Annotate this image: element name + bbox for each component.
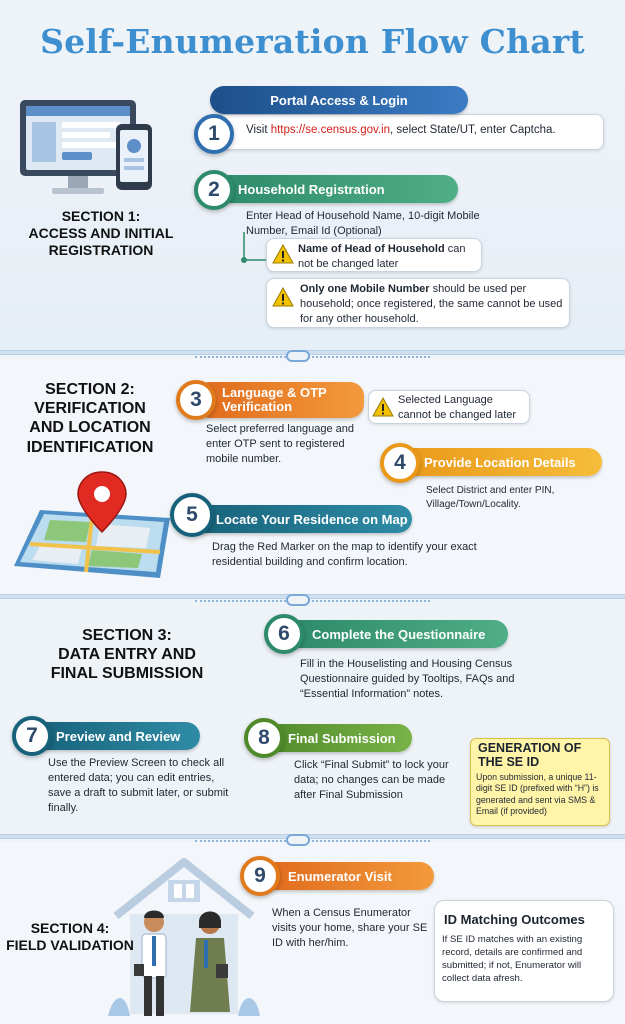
divider-2-knot — [286, 594, 310, 606]
step-9-desc: When a Census Enumerator visits your home, share your SE ID with her/him. — [272, 907, 428, 949]
id-matching-title: ID Matching Outcomes — [444, 912, 585, 927]
step-1-desc-pre: Visit — [246, 124, 271, 136]
section-2-line-2: VERIFICATION — [34, 400, 146, 418]
section-2-line-4: IDENTIFICATION — [26, 438, 154, 456]
step-2-number: 2 — [194, 170, 234, 210]
warning-1-rest: can not be changed later — [298, 243, 466, 270]
divider-3-dots — [195, 840, 430, 842]
section-3-line-3: FINAL SUBMISSION — [50, 665, 204, 683]
step-8-desc: Click “Final Submit” to lock your data; no changes can be made after Final Submission — [294, 759, 449, 801]
section-1-line-1: SECTION 1: — [61, 208, 141, 224]
divider-2-dots — [195, 600, 430, 602]
warning-text-3: Selected Language cannot be changed later — [398, 394, 517, 421]
warning-icon-1 — [272, 244, 294, 264]
step-3-title: Language & OTP Verification — [196, 382, 364, 418]
page-title: Self-Enumeration Flow Chart — [40, 22, 585, 61]
section-1-line-3: REGISTRATION — [48, 241, 154, 258]
divider-3 — [0, 834, 625, 839]
divider-1-knot — [286, 350, 310, 362]
section-1-label — [26, 208, 176, 258]
step-9-title: Enumerator Visit — [262, 862, 434, 890]
step-7-number: 7 — [12, 716, 52, 756]
section-3-line-2: DATA ENTRY AND — [58, 646, 196, 664]
section-4-line-1: SECTION 4: — [30, 920, 110, 936]
step-3-number: 3 — [176, 380, 216, 420]
step-8-title: Final Submission — [262, 724, 412, 752]
step-7-desc: Use the Preview Screen to check all entered data; you can edit entries, save a draft to submit later, or submit finally. — [48, 757, 229, 814]
map-location-icon — [10, 470, 180, 582]
step-5-number: 5 — [170, 493, 214, 537]
step-4-desc: Select District and enter PIN, Village/Town/Locality. — [426, 485, 555, 510]
step-2-desc: Enter Head of Household Name, 10-digit Mobile Number, Email Id (Optional) — [246, 210, 480, 237]
divider-3-knot — [286, 834, 310, 846]
step-5-desc: Drag the Red Marker on the map to identify your exact residential building and confirm location. — [212, 541, 477, 568]
step-9-number: 9 — [240, 856, 280, 896]
step-4-number: 4 — [380, 443, 420, 483]
step-7-title: Preview and Review — [30, 722, 200, 750]
id-matching-desc: If SE ID matches with an existing record, details are confirmed and submitted; if not, Enumerator will collect data afresh. — [442, 934, 583, 984]
step-5-title: Locate Your Residence on Map — [190, 505, 412, 533]
warning-icon-2 — [272, 287, 294, 307]
warning-2-bold: Only one Mobile Number — [300, 283, 430, 295]
step-2-title: Household Registration — [212, 175, 458, 203]
section-4-line-2: FIELD VALIDATION — [6, 936, 134, 953]
seid-title: GENERATION OF THE SE ID — [478, 741, 582, 769]
section-4-label — [0, 920, 140, 954]
divider-2 — [0, 594, 625, 599]
warning-icon-3 — [372, 397, 394, 417]
step-3-desc: Select preferred language and enter OTP sent to registered mobile number. — [206, 423, 354, 465]
step-1-number: 1 — [194, 114, 234, 154]
step-6-desc: Fill in the Houselisting and Housing Census Questionnaire guided by Tooltips, FAQs and “Essential Information” notes. — [300, 658, 515, 700]
section-3-label — [32, 626, 222, 684]
warning-1-bold: Name of Head of Household — [298, 243, 445, 255]
step-4-title: Provide Location Details — [398, 448, 602, 476]
divider-1 — [0, 350, 625, 355]
step-1-desc-post: , select State/UT, enter Captcha. — [390, 124, 556, 136]
warning-2-rest: should be used per household; once registered, the same cannot be used for any other household. — [300, 283, 563, 325]
warning-text-1 — [298, 242, 478, 272]
step-8-number: 8 — [244, 718, 284, 758]
section-2-line-1: SECTION 2: — [45, 381, 135, 398]
warning-text-2 — [300, 282, 566, 327]
section-2-label — [10, 380, 170, 457]
seid-desc: Upon submission, a unique 11-digit SE ID (prefixed with “H”) is generated and sent via SMS & Email (if provided) — [476, 772, 599, 817]
section-3-line-1: SECTION 3: — [82, 627, 172, 644]
step-6-title: Complete the Questionnaire — [286, 620, 508, 648]
step-1-desc — [246, 123, 606, 139]
section-2-line-3: AND LOCATION — [29, 419, 151, 437]
divider-1-dots — [195, 356, 430, 358]
computer-phone-icon — [16, 96, 156, 206]
section-1-line-2: ACCESS AND INITIAL — [28, 224, 174, 241]
step-1-title: Portal Access & Login — [210, 86, 468, 114]
step-6-number: 6 — [264, 614, 304, 654]
census-portal-link[interactable]: https://se.census.gov.in — [270, 124, 391, 136]
